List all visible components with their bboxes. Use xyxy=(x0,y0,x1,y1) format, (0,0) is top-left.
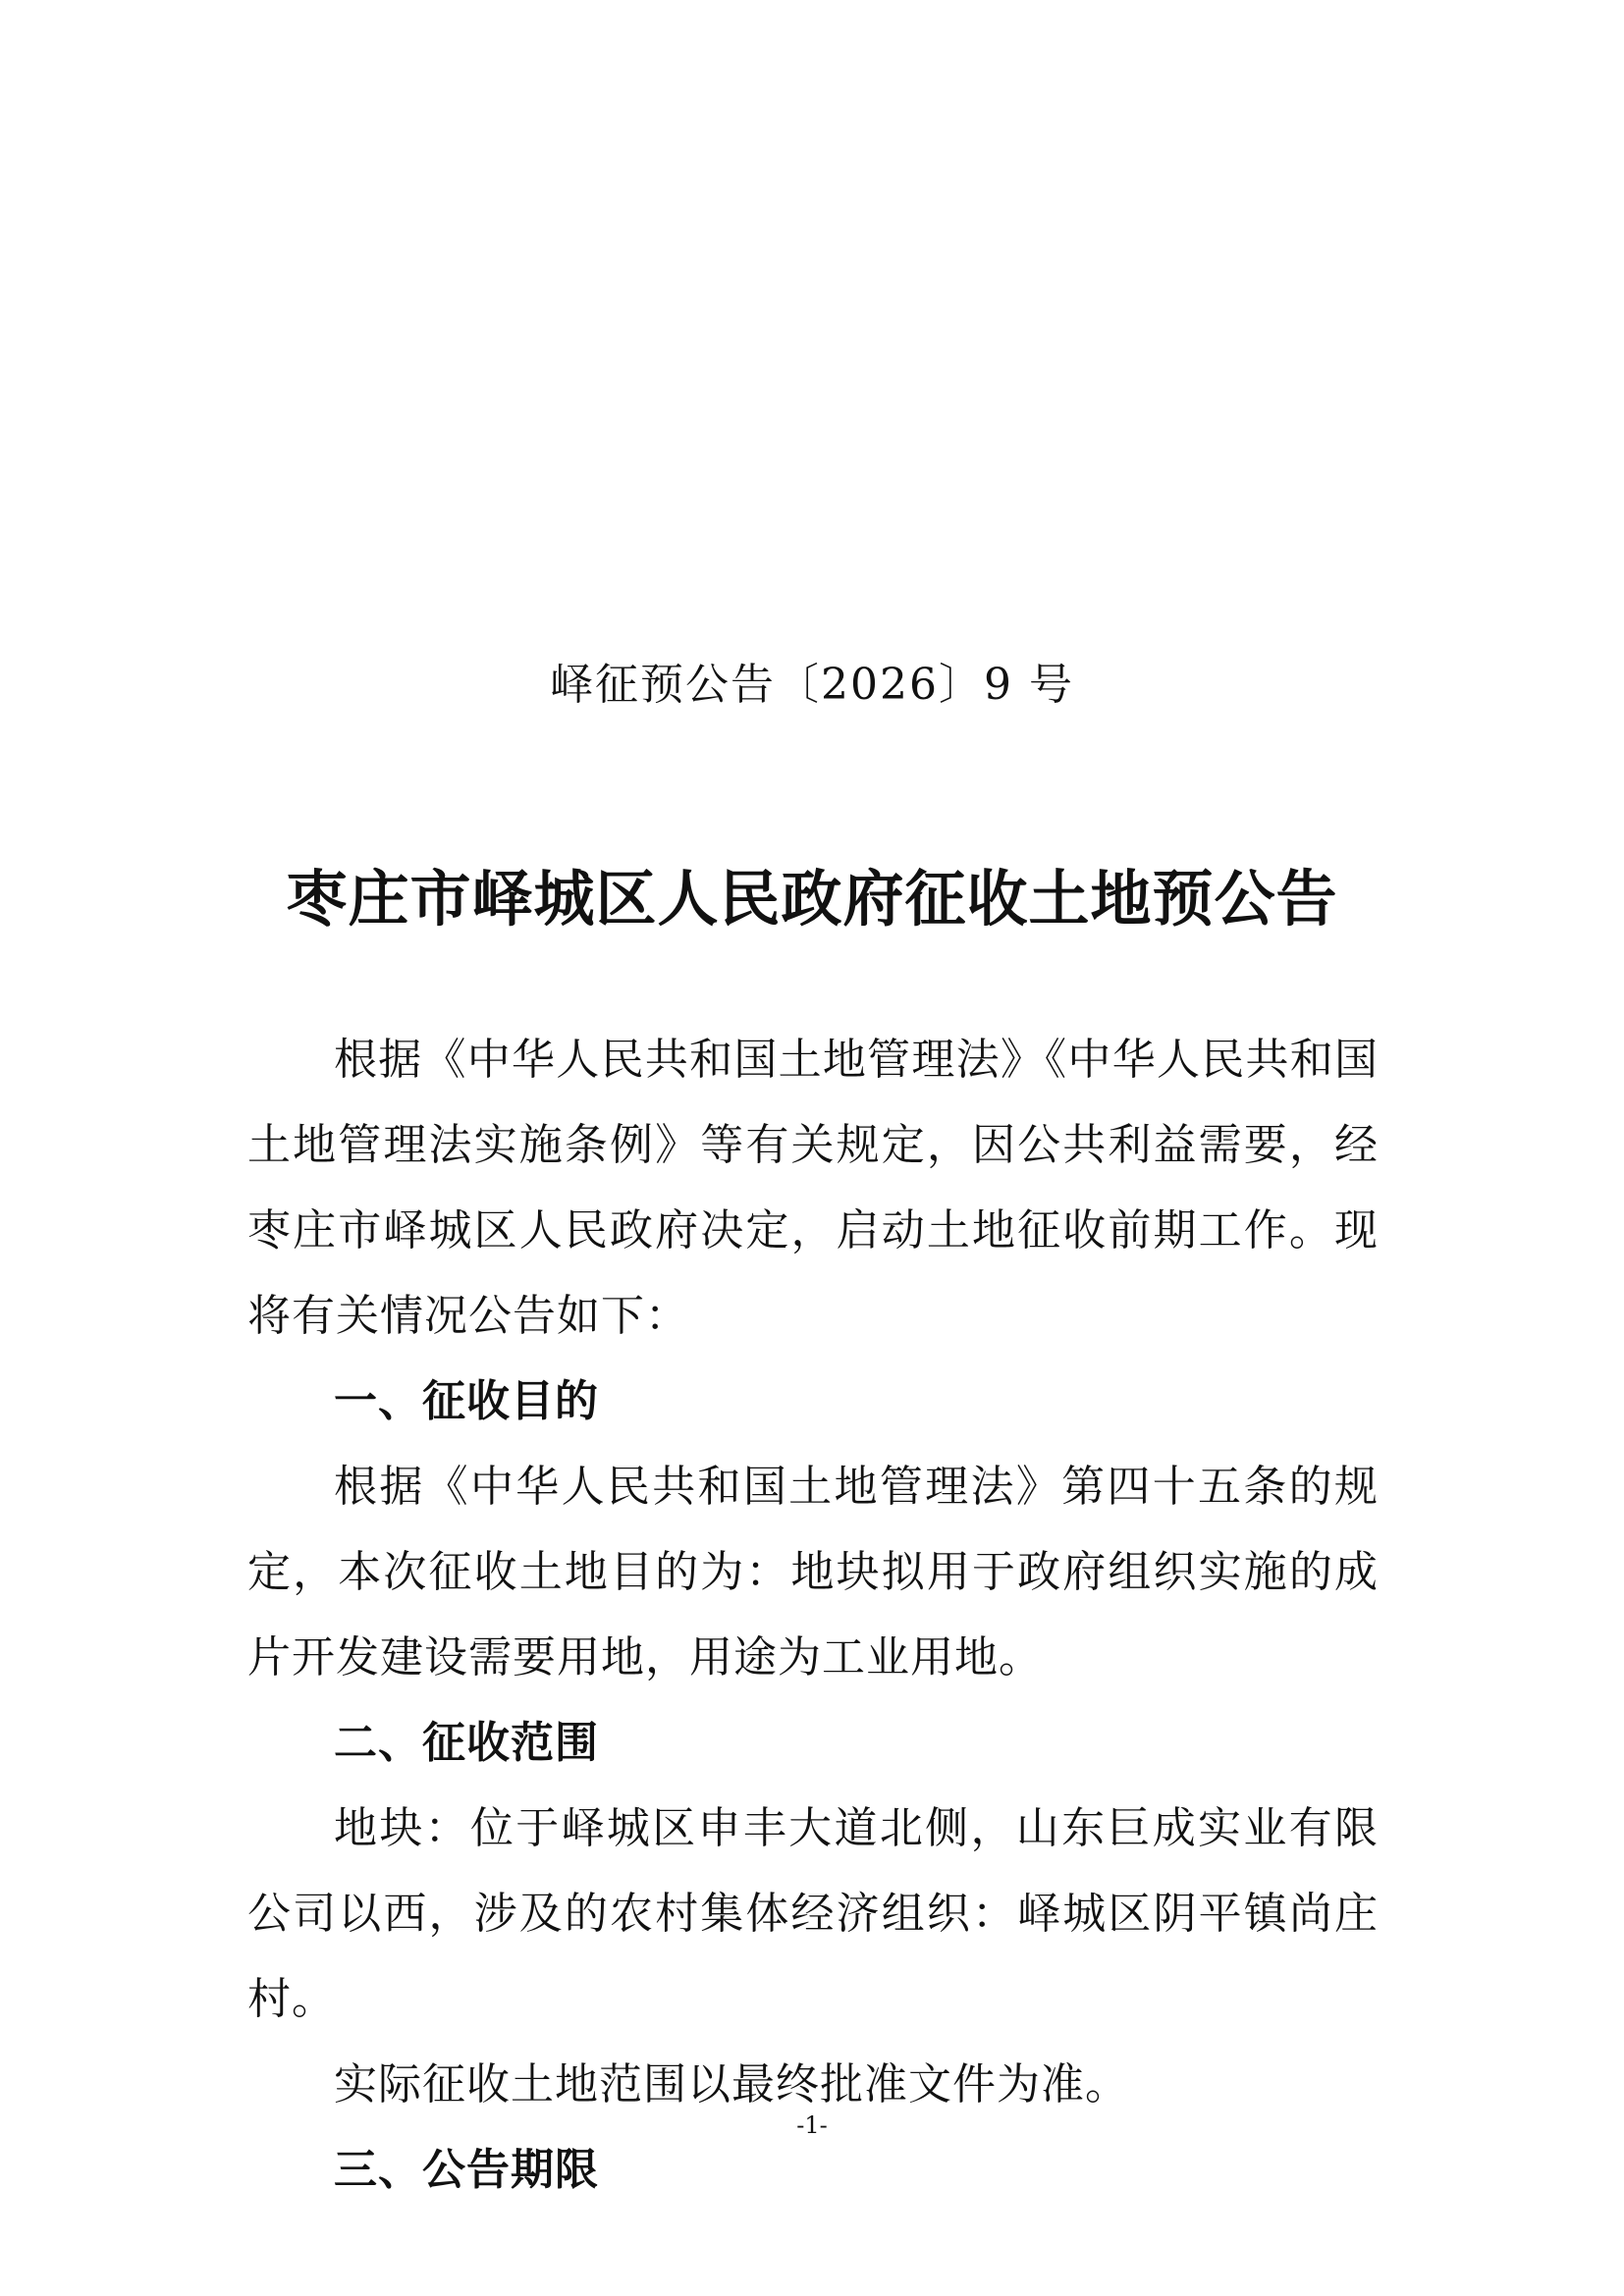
section-paragraph-purpose: 根据《中华人民共和国土地管理法》第四十五条的规定，本次征收土地目的为：地块拟用于政府组织实施的成片开发建设需要用地，用途为工业用地。 xyxy=(247,1462,1379,1682)
section-paragraph-scope-location: 地块：位于峄城区申丰大道北侧，山东巨成实业有限公司以西，涉及的农村集体经济组织：峄城区阴平镇尚庄村。 xyxy=(247,1803,1379,2024)
document-title: 枣庄市峄城区人民政府征收土地预公告 xyxy=(286,863,1338,934)
section-heading-purpose: 一、征收目的 xyxy=(334,1376,599,1426)
section-heading-scope: 二、征收范围 xyxy=(334,1718,599,1768)
document-number: 峄征预公告〔2026〕9 号 xyxy=(550,660,1074,710)
page-number: -1- xyxy=(796,2111,828,2139)
intro-paragraph: 根据《中华人民共和国土地管理法》《中华人民共和国土地管理法实施条例》等有关规定，因公共利益需要，经枣庄市峄城区人民政府决定，启动土地征收前期工作。现将有关情况公告如下： xyxy=(247,1035,1379,1341)
document-body xyxy=(247,1017,1379,2213)
section-paragraph-scope-note: 实际征收土地范围以最终批准文件为准。 xyxy=(334,2059,1129,2109)
section-heading-period: 三、公告期限 xyxy=(334,2145,599,2195)
